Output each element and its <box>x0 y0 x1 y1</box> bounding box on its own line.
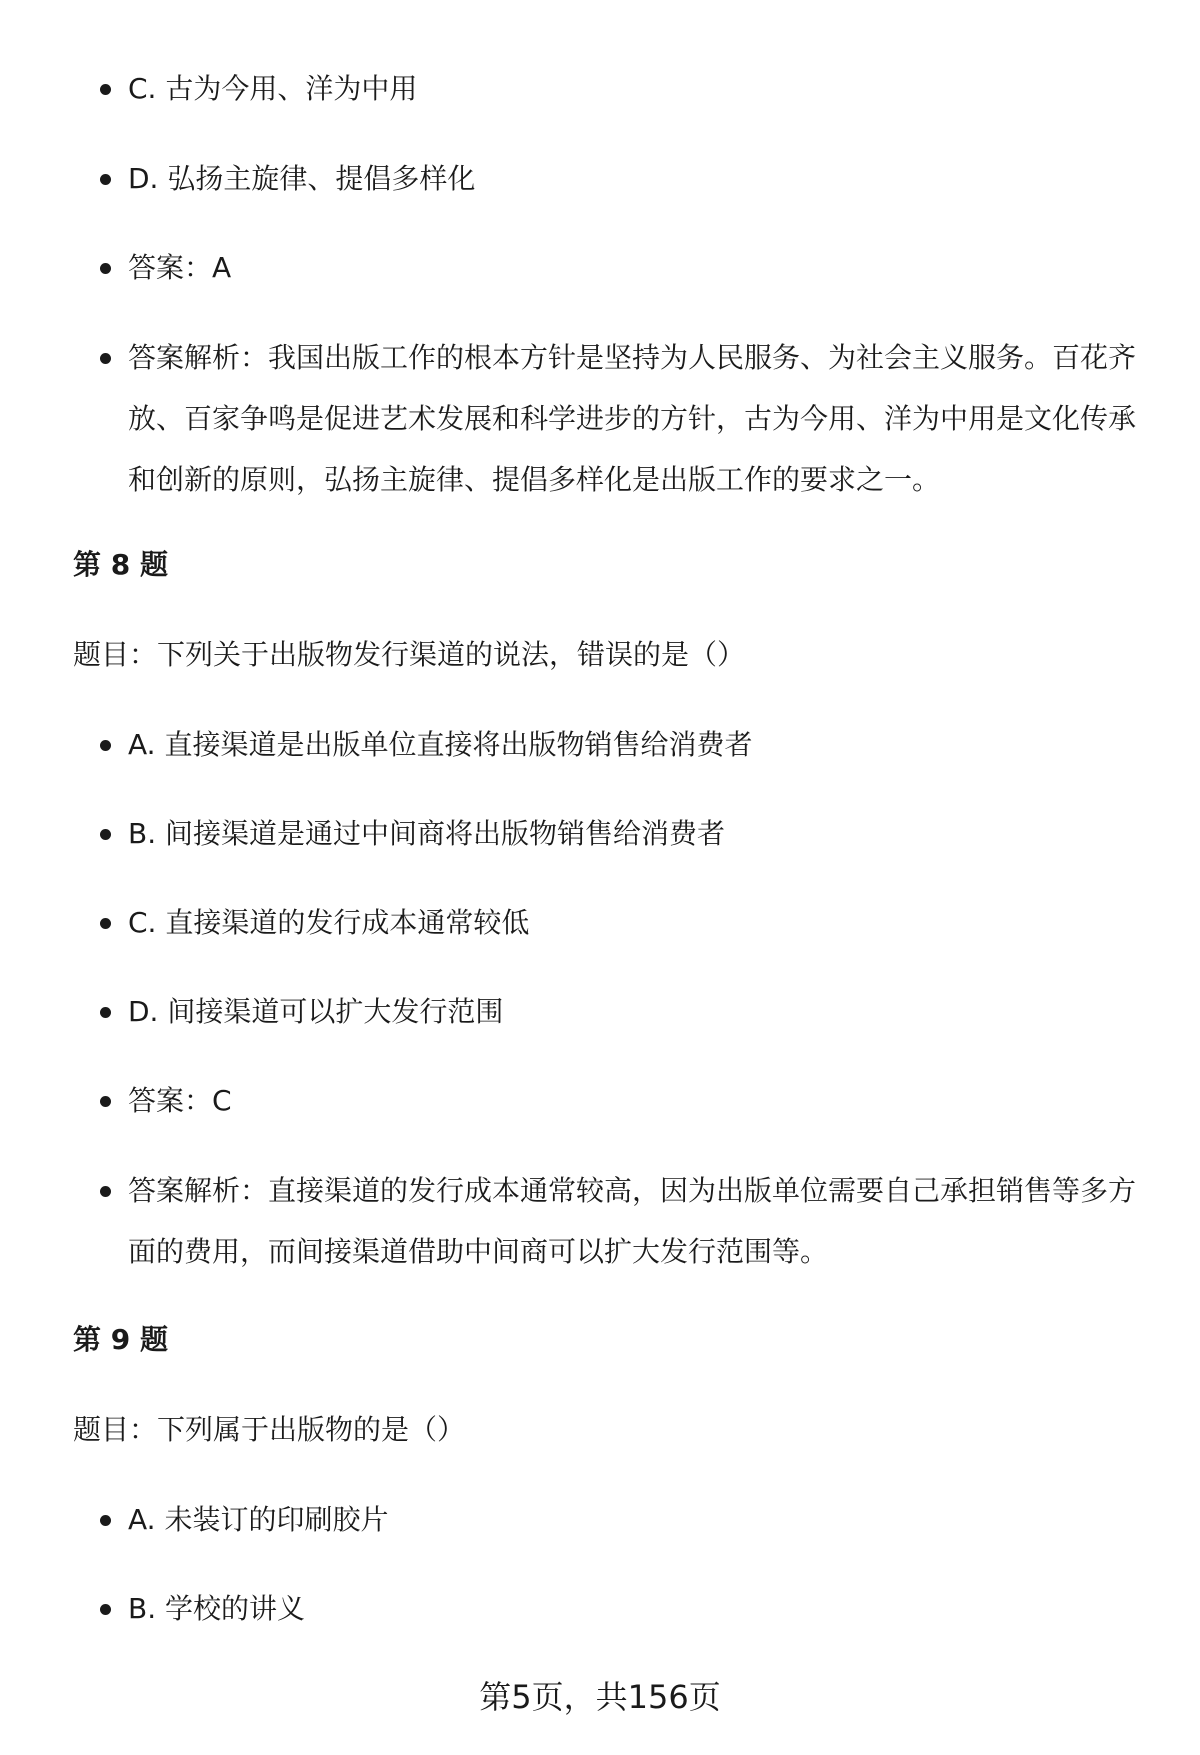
q9-option-b: B. 学校的讲义 <box>128 1578 1148 1639</box>
q8-option-b: B. 间接渠道是通过中间商将出版物销售给消费者 <box>128 803 1148 864</box>
q9-stem: 题目：下列属于出版物的是（） <box>73 1413 466 1446</box>
q8-explanation: 答案解析：直接渠道的发行成本通常较高，因为出版单位需要自己承担销售等多方面的费用，而间接渠道借助中间商可以扩大发行范围等。 <box>128 1160 1148 1282</box>
q8-heading: 第 8 题 <box>73 548 168 581</box>
q9-heading: 第 9 题 <box>73 1323 168 1356</box>
q9-option-a: A. 未装订的印刷胶片 <box>128 1489 1148 1550</box>
q7-option-d: D. 弘扬主旋律、提倡多样化 <box>128 148 1148 209</box>
q8-stem: 题目：下列关于出版物发行渠道的说法，错误的是（） <box>73 638 746 671</box>
q8-option-d: D. 间接渠道可以扩大发行范围 <box>128 981 1148 1042</box>
q7-explanation: 答案解析：我国出版工作的根本方针是坚持为人民服务、为社会主义服务。百花齐放、百家争鸣是促进艺术发展和科学进步的方针，古为今用、洋为中用是文化传承和创新的原则，弘扬主旋律、提倡多样化是出版工作的要求之一。 <box>128 327 1148 510</box>
q8-option-a: A. 直接渠道是出版单位直接将出版物销售给消费者 <box>128 714 1148 775</box>
q7-option-c: C. 古为今用、洋为中用 <box>128 58 1148 119</box>
q7-answer: 答案：A <box>128 237 1148 298</box>
q8-answer: 答案：C <box>128 1070 1148 1131</box>
page-indicator: 第5页，共156页 <box>479 1678 721 1716</box>
q8-option-c: C. 直接渠道的发行成本通常较低 <box>128 892 1148 953</box>
